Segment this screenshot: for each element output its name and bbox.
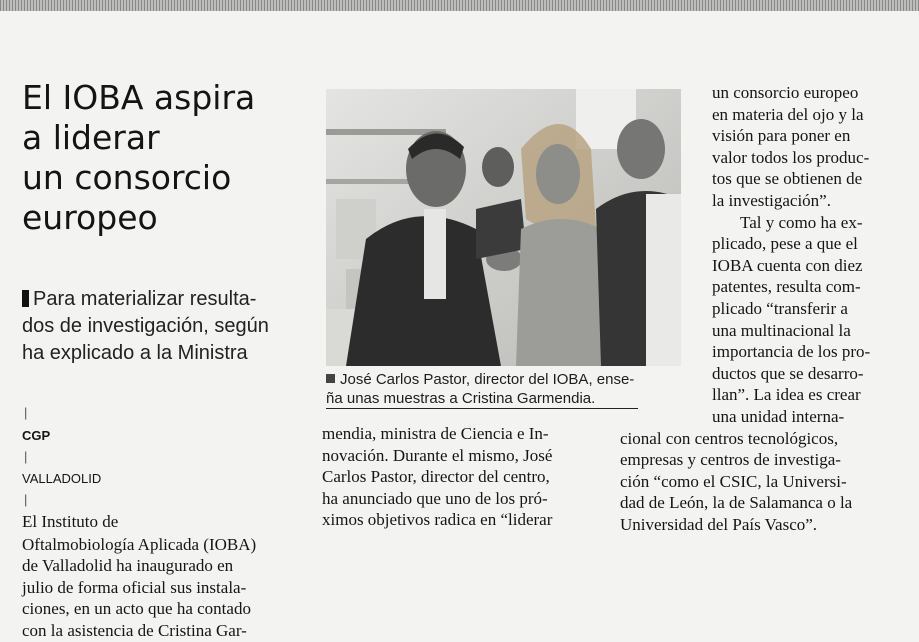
body-line: cional con centros tecnológicos, (620, 428, 839, 448)
deck-subheading (22, 286, 312, 367)
top-border-strip (0, 0, 919, 11)
body-line: dad de León, la de Salamanca o la (620, 493, 853, 513)
deck-line: ha explicado a la Ministra (22, 342, 248, 364)
deck-line: dos de investigación, según (22, 315, 269, 337)
byline-agency: CGP (22, 427, 51, 443)
headline-line: europeo (22, 198, 158, 237)
body-line: valor todos los produc- (712, 147, 870, 167)
body-line: una multinacional la (712, 320, 851, 340)
body-line: Universidad del País Vasco”. (620, 514, 818, 534)
caption-line: José Carlos Pastor, director del IOBA, ense- (340, 371, 635, 388)
body-column-1: | CGP | VALLADOLID | El Instituto de Oftalmobiología Aplicada (IOBA) de Valladolid ha inaugurado en julio de forma oficial sus instala- ciones, en un acto que ha contado con la asistencia de Cristina Gar- (22, 402, 298, 642)
body-line: Carlos Pastor, director del centro, (322, 467, 550, 487)
body-line: en materia del ojo y la (712, 104, 864, 124)
body-line: Oftalmobiología Aplicada (IOBA) (22, 534, 257, 554)
body-line: plicado, pese a que el (712, 234, 858, 254)
headline-line: a liderar (22, 118, 160, 157)
body-line: patentes, resulta com- (712, 277, 861, 297)
body-line: empresas y centros de investiga- (620, 450, 841, 470)
headline (22, 78, 312, 238)
body-line: ductos que se desarro- (712, 363, 864, 383)
body-line: un consorcio europeo (712, 83, 859, 102)
caption-rule (326, 408, 638, 409)
caption-line: ña unas muestras a Cristina Garmendia. (326, 390, 596, 407)
body-column-2 (322, 423, 597, 531)
body-line: importancia de los pro- (712, 342, 871, 362)
body-line: ximos objetivos radica en “liderar (322, 510, 553, 530)
body-line: la investigación”. (712, 190, 831, 210)
headline-line: un consorcio (22, 158, 232, 197)
body-line: de Valladolid ha inaugurado en (22, 556, 234, 576)
body-line: tos que se obtienen de (712, 169, 863, 189)
body-line: Tal y como ha ex- (740, 212, 863, 232)
body-line: mendia, ministra de Ciencia e In- (322, 424, 549, 443)
deck-marker-icon (22, 290, 29, 307)
body-line: ha anunciado que uno de los pró- (322, 488, 548, 508)
body-line: visión para poner en (712, 126, 851, 146)
body-line: llan”. La idea es crear (712, 385, 861, 405)
byline-location: VALLADOLID (22, 470, 102, 486)
body-line: IOBA cuenta con diez (712, 255, 863, 275)
deck-line: Para materializar resulta- (33, 288, 257, 310)
body-line: con la asistencia de Cristina Gar- (22, 620, 247, 640)
body-line: novación. Durante el mismo, José (322, 445, 553, 465)
body-line: ciones, en un acto que ha contado (22, 599, 251, 619)
body-line: julio de forma oficial sus instala- (22, 577, 247, 597)
headline-line: El IOBA aspira (22, 78, 256, 117)
body-line: ción “como el CSIC, la Universi- (620, 471, 847, 491)
body-line: plicado “transferir a (712, 298, 848, 318)
caption-marker-icon (326, 374, 335, 383)
body-line: una unidad interna- (712, 406, 845, 426)
body-line: El Instituto de (22, 511, 119, 531)
body-column-3 (620, 82, 916, 535)
